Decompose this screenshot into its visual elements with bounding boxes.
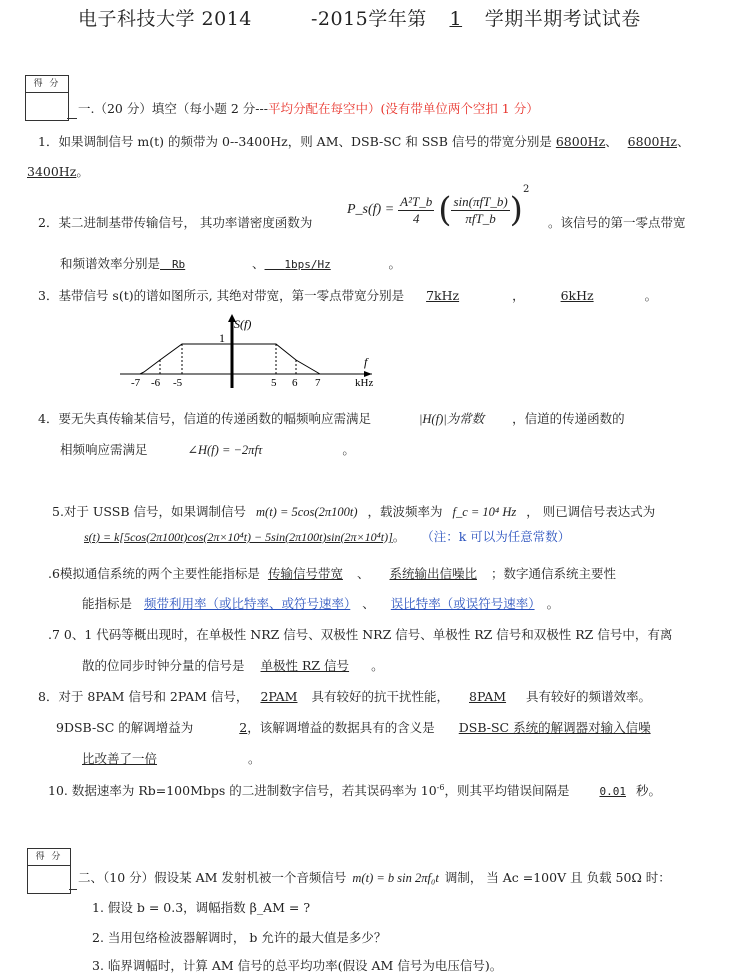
q6 xyxy=(48,564,616,582)
section2-heading xyxy=(78,868,671,886)
q1 xyxy=(38,132,690,150)
q2-inner-den: πfT_b xyxy=(465,210,496,226)
q3-tail: 。 xyxy=(644,288,658,303)
q3-answer-1: 7kHz xyxy=(426,288,460,303)
q2-exponent: 2 xyxy=(522,184,530,195)
q6-answer-2: 系统输出信噪比 xyxy=(389,566,477,581)
spectrum-curve xyxy=(140,344,320,374)
q5-mt: m(t) = 5cos(2π100t) xyxy=(256,505,358,519)
q2-line2 xyxy=(60,254,401,272)
q9-answer-1: 2 xyxy=(239,720,248,735)
section2-heading-text: 二、（10 分）假设某 AM 发射机被一个音频信号 xyxy=(78,870,347,885)
q2-den: 4 xyxy=(412,210,420,226)
q7-tail: 。 xyxy=(371,658,384,673)
q2-answer-2-text: 1bps/Hz xyxy=(284,258,331,271)
q5 xyxy=(52,502,655,520)
q3 xyxy=(38,286,657,304)
q8-answer-2: 8PAM xyxy=(469,689,507,704)
section1-heading-red: 平均分配在每空中）(没有带单位两个空扣 1 分） xyxy=(267,101,539,116)
title-prefix: 电子科技大学 2014 xyxy=(78,8,252,30)
q5-text-c: ， 则已调信号表达式为 xyxy=(526,504,656,519)
q1-answer-2: 6800Hz xyxy=(627,134,677,149)
section1-heading xyxy=(78,99,539,117)
score-box-1 xyxy=(25,75,69,121)
exam-title xyxy=(78,4,641,31)
q2-text: 2．某二进制基带传输信号， 其功率谱密度函数为 xyxy=(38,215,313,230)
q2 xyxy=(38,213,312,231)
tick-label: 5 xyxy=(271,377,277,389)
q5-text-b: ，载波频率为 xyxy=(367,504,443,519)
title-suffix: 学期半期考试试卷 xyxy=(484,8,641,30)
q6-sep: 、 xyxy=(356,566,370,581)
q3-answer-2: 6kHz xyxy=(560,288,594,303)
q10-tail: 秒。 xyxy=(635,783,661,798)
divider-2 xyxy=(69,889,77,890)
q3-sep: ， xyxy=(512,288,525,303)
q2-formula-lhs: P_s(f) = xyxy=(347,202,395,217)
ylabel: S(f) xyxy=(234,317,252,331)
q2-answer-1 xyxy=(160,256,252,271)
score-label-2: 得 分 xyxy=(28,849,70,866)
q7-line2-text: 散的位同步时钟分量的信号是 xyxy=(82,658,245,673)
q9-line2-text: 比改善了一倍 xyxy=(82,751,158,766)
q2-formula: P_s(f) = $\frac{\text{A²T\_b}}{4}$ ( $\frac{\text{sin(πfT\_b)}}{\text{πfT\_b}}$ )$^2$ xyxy=(347,184,530,230)
q10-answer: 0.01 xyxy=(599,785,626,798)
q2-tail: 。 xyxy=(388,256,402,271)
q7-line2 xyxy=(82,656,384,674)
q2-inner-fraction xyxy=(451,194,509,227)
q6-tail: 。 xyxy=(546,596,560,611)
q10-text-b: ，则其平均错误间隔是 xyxy=(444,783,570,798)
q1-tail: 。 xyxy=(76,164,89,179)
q6-line2-text: 能指标是 xyxy=(82,596,133,611)
q1-sep: 、 xyxy=(605,134,618,149)
q9-line2 xyxy=(82,749,261,767)
q2-fraction xyxy=(398,194,434,227)
q5-text: 5.对于 USSB 信号，如果调制信号 xyxy=(52,504,247,519)
q6-text-b: ；数字通信系统主要性 xyxy=(490,566,616,581)
q3-text: 3．基带信号 s(t)的谱如图所示, 其绝对带宽，第一零点带宽分别是 xyxy=(38,288,405,303)
q4-text-b: ，信道的传递函数的 xyxy=(512,411,625,426)
q1-answer-1: 6800Hz xyxy=(555,134,606,149)
q2-sep: 、 xyxy=(252,256,265,271)
q1-text: 1．如果调制信号 m(t) 的频带为 0--3400Hz，则 AM、DSB-SC 和 SSB 信号的带宽分别是 xyxy=(38,134,552,149)
q9-text-b: ，该解调增益的数据具有的含义是 xyxy=(247,720,435,735)
q6-answer-3: 频带利用率（或比特率、或符号速率） xyxy=(144,596,351,611)
peak-label: 1 xyxy=(219,331,225,345)
q5-fc: f_c = 10⁴ Hz xyxy=(452,505,517,519)
spectrum-figure xyxy=(110,312,380,392)
title-term: 1 xyxy=(449,8,463,30)
q9-answer-2: DSB-SC 系统的解调器对输入信噪 xyxy=(458,720,651,735)
unit-label: kHz xyxy=(355,377,374,389)
score-label: 得 分 xyxy=(26,76,68,93)
q10-text: 10. 数据速率为 Rb=100Mbps 的二进制数字信号，若其误码率为 10 xyxy=(48,783,437,798)
q9 xyxy=(56,718,651,736)
tick-label: -6 xyxy=(151,377,161,389)
q5-expression: s(t) = k[5cos(2π100t)cos(2π×10⁴t) − 5sin(2π100t)sin(2π×10⁴t)] xyxy=(84,530,393,544)
q4-answer: ∠H(f) = −2πfτ xyxy=(187,443,263,457)
q8-text-b: 具有较好的抗干扰性能， xyxy=(311,689,449,704)
q4-tail: 。 xyxy=(342,442,355,457)
q9-text: 9DSB-SC 的解调增益为 xyxy=(56,720,194,735)
xlabel: f xyxy=(364,355,368,369)
q4 xyxy=(38,409,625,427)
q2-text-b: 。该信号的第一零点带宽 xyxy=(548,215,686,230)
q5-note: （注：k 可以为任意常数） xyxy=(421,529,571,544)
q9-tail: 。 xyxy=(248,751,261,766)
q10 xyxy=(48,781,661,799)
tick-label: -7 xyxy=(131,377,141,389)
tick-label: 7 xyxy=(315,377,321,389)
q7-answer: 单极性 RZ 信号 xyxy=(260,658,350,673)
tick-label: 6 xyxy=(292,377,298,389)
q8-text-c: 具有较好的频谱效率。 xyxy=(526,689,652,704)
q1-line2 xyxy=(27,162,89,180)
q5-dot: 。 xyxy=(392,529,406,544)
q2-line2-text: 和频谱效率分别是 xyxy=(60,256,161,271)
q1-answer-3: 3400Hz xyxy=(27,164,77,179)
divider xyxy=(67,118,77,119)
section2-item-2: 2. 当用包络检波器解调时， b 允许的最大值是多少？ xyxy=(92,930,387,945)
q6-text: .6模拟通信系统的两个主要性能指标是 xyxy=(48,566,260,581)
score-box-2 xyxy=(27,848,71,894)
q5-expression-line xyxy=(84,527,570,545)
q6-line2 xyxy=(82,594,559,612)
q4-line2 xyxy=(60,440,355,458)
q1-end: 、 xyxy=(676,134,690,149)
q10-exponent: -6 xyxy=(436,782,445,792)
q6-sep-2: 、 xyxy=(362,596,375,611)
q2-answer-1-text: Rb xyxy=(171,258,186,271)
q7: .7 0、1 代码等概出现时，在单极性 NRZ 信号、双极性 NRZ 信号、单极性 RZ 信号和双极性 RZ 信号中，有离 xyxy=(48,627,673,642)
section2-formula: m(t) = b sin 2πf₀t xyxy=(352,871,439,885)
q8 xyxy=(38,687,651,705)
q2-num: A²T_b xyxy=(400,193,433,209)
q4-line2-text: 相频响应需满足 xyxy=(60,442,148,457)
q6-answer-1: 传输信号带宽 xyxy=(267,566,343,581)
tick-label: -5 xyxy=(173,377,183,389)
section1-heading-text: 一.（20 分）填空（每小题 2 分--- xyxy=(78,101,268,116)
section2-item-1: 1. 假设 b = 0.3，调幅指数 β_AM = ? xyxy=(92,900,311,915)
title-middle: -2015学年第 xyxy=(311,8,427,30)
section2-item-3: 3. 临界调幅时，计算 AM 信号的总平均功率(假设 AM 信号为电压信号)。 xyxy=(92,958,503,973)
q8-answer-1: 2PAM xyxy=(260,689,298,704)
q4-mid: |H(f)|为常数 xyxy=(418,412,485,426)
q4-text: 4．要无失真传输某信号，信道的传递函数的幅频响应需满足 xyxy=(38,411,371,426)
q2-answer-2 xyxy=(265,256,389,271)
q2-inner-num: sin(πfT_b) xyxy=(453,193,508,209)
q8-text: 8．对于 8PAM 信号和 2PAM 信号， xyxy=(38,689,249,704)
q6-answer-4: 误比特率（或误符号速率） xyxy=(390,596,535,611)
section2-heading-b: 调制， 当 Ac =100V 且 负载 50Ω 时： xyxy=(444,870,671,885)
